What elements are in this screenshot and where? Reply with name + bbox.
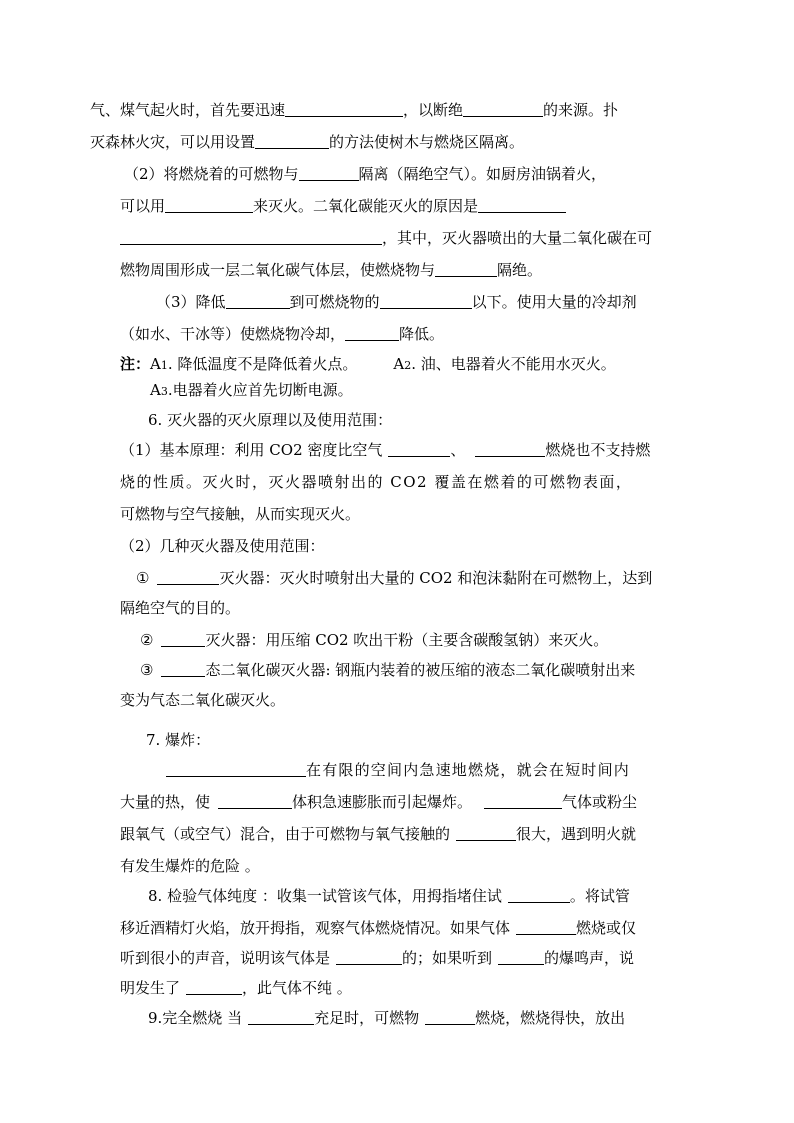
- fill-blank[interactable]: [498, 949, 544, 965]
- text-line: [120, 824, 794, 844]
- text-line: [140, 660, 794, 680]
- text-run: ，以断绝: [403, 101, 464, 119]
- note-label: 注：: [120, 355, 151, 373]
- text-run: 以下。使用大量的冷却剂: [471, 293, 637, 311]
- text-line: [120, 536, 794, 556]
- fill-blank[interactable]: [425, 1009, 475, 1025]
- fill-blank[interactable]: [248, 1009, 314, 1025]
- text-run: 在有限的空间内急速地燃烧，就会在短时间内: [306, 761, 631, 779]
- text-run: 态二氧化碳灭火器: 钢瓶内装着的被压缩的液态二氧化碳喷射出来: [205, 661, 636, 679]
- note-line: [120, 354, 794, 376]
- fill-blank[interactable]: [388, 441, 450, 457]
- text-run: 有发生爆炸的危险 。: [120, 857, 260, 875]
- text-line: [120, 978, 794, 998]
- text-run: 听到很小的声音，说明该气体是: [120, 949, 331, 967]
- text-run: . 降低温度不是降低着火点。: [167, 355, 358, 373]
- fill-blank[interactable]: [478, 197, 566, 213]
- text-run: 隔绝。: [497, 261, 543, 279]
- fill-blank[interactable]: [345, 325, 399, 341]
- section-heading: [148, 886, 794, 906]
- text-run: 来灭火。二氧化碳能灭火的原因是: [253, 197, 479, 215]
- text-line: [120, 440, 794, 460]
- text-run: （2）几种灭火器及使用范围：: [120, 537, 325, 555]
- text-line: [120, 260, 794, 280]
- text-run: 移近酒精灯火焰，放开拇指，观察气体燃烧情况。如果气体: [120, 919, 511, 937]
- text-run: 灭火器：用压缩 CO2 吹出干粉（主要含碳酸氢钠）来灭火。: [205, 631, 609, 649]
- subscript: 2: [404, 359, 412, 372]
- text-run: 隔绝空气的目的。: [120, 599, 241, 617]
- fill-blank[interactable]: [463, 101, 543, 117]
- text-line: [120, 856, 794, 876]
- text-run: . 油、电器着火不能用水灭火。: [411, 355, 616, 373]
- text-run: 9.完全燃烧 当: [148, 1009, 243, 1027]
- fill-blank[interactable]: [255, 133, 329, 149]
- text-run: 的；如果听到: [402, 949, 493, 967]
- text-line: [90, 132, 794, 152]
- text-run: 大量的热，使: [120, 793, 211, 811]
- text-line: [124, 164, 794, 184]
- section-heading: [148, 410, 794, 430]
- text-line: [90, 100, 794, 120]
- text-line: [156, 292, 794, 312]
- text-run: 灭火器：灭火时喷射出大量的 CO2 和泡沫黏附在可燃物上，达到: [219, 569, 653, 587]
- text-run: A: [150, 381, 161, 399]
- fill-blank[interactable]: [165, 197, 253, 213]
- subscript: 1: [160, 359, 168, 372]
- section-heading: [148, 1008, 794, 1028]
- text-run: 降低。: [399, 325, 445, 343]
- fill-blank[interactable]: [484, 793, 562, 809]
- text-run: 灭森林火灾，可以用设置: [90, 133, 256, 151]
- text-run: 、: [450, 441, 466, 459]
- text-line: [120, 196, 794, 216]
- fill-blank[interactable]: [285, 101, 403, 117]
- text-run: A: [150, 355, 161, 373]
- text-line: [120, 504, 794, 524]
- text-run: 气体或粉尘: [562, 793, 638, 811]
- text-run: 充足时，可燃物: [314, 1009, 420, 1027]
- text-run: （1）基本原理：利用 CO2 密度比空气: [120, 441, 383, 459]
- text-run: 到可燃烧物的: [289, 293, 380, 311]
- fill-blank[interactable]: [120, 229, 382, 245]
- text-line: [120, 324, 794, 344]
- text-run: 隔离（隔绝空气）。如厨房油锅着火，: [358, 165, 607, 183]
- text-line: [140, 630, 794, 650]
- text-run: 变为气态二氧化碳灭火。: [120, 691, 286, 709]
- text-run: （如水、干冰等）使燃烧物冷却，: [120, 325, 346, 343]
- fill-blank[interactable]: [435, 261, 497, 277]
- text-run: 体积急速膨胀而引起爆炸。: [292, 793, 473, 811]
- text-run: 气、煤气起火时，首先要迅速: [90, 101, 286, 119]
- fill-blank[interactable]: [475, 441, 545, 457]
- text-line: [120, 228, 794, 248]
- fill-blank[interactable]: [166, 761, 306, 777]
- section-heading: [146, 730, 794, 750]
- text-run: 燃烧，燃烧得快，放出: [475, 1009, 626, 1027]
- subscript: 3: [160, 385, 168, 398]
- text-run: 明发生了: [120, 979, 181, 997]
- text-run: ②: [140, 631, 154, 649]
- text-run: 6. 灭火器的灭火原理以及使用范围：: [148, 411, 393, 429]
- fill-blank[interactable]: [226, 293, 290, 309]
- text-run: 8. 检验气体纯度 ：收集一试管该气体，用拇指堵住试: [148, 887, 502, 905]
- text-line: [166, 760, 794, 780]
- text-line: [120, 598, 794, 618]
- text-line: [120, 472, 794, 492]
- fill-blank[interactable]: [456, 825, 516, 841]
- fill-blank[interactable]: [157, 569, 219, 585]
- text-run: 的来源。扑: [543, 101, 619, 119]
- text-run: 可燃物与空气接触，从而实现灭火。: [120, 505, 361, 523]
- text-line: [136, 568, 794, 588]
- text-run: 很大，遇到明火就: [516, 825, 637, 843]
- fill-blank[interactable]: [186, 979, 242, 995]
- text-run: 跟氧气（或空气）混合，由于可燃物与氧气接触的: [120, 825, 451, 843]
- note-line: [150, 380, 794, 402]
- text-run: .电器着火应首先切断电源。: [167, 381, 353, 399]
- text-run: 7. 爆炸：: [146, 731, 211, 749]
- text-line: [120, 792, 794, 812]
- fill-blank[interactable]: [516, 919, 576, 935]
- text-run: 燃烧也不支持燃: [545, 441, 651, 459]
- text-run: ③: [140, 661, 154, 679]
- text-run: 可以用: [120, 197, 166, 215]
- text-run: 燃物周围形成一层二氧化碳气体层，使燃烧物与: [120, 261, 436, 279]
- fill-blank[interactable]: [336, 949, 402, 965]
- text-line: [120, 918, 794, 938]
- text-run: 的爆鸣声，说: [544, 949, 635, 967]
- text-run: 。将试管: [569, 887, 630, 905]
- fill-blank[interactable]: [508, 887, 570, 903]
- fill-blank[interactable]: [380, 293, 472, 309]
- text-line: [120, 948, 794, 968]
- text-run: 燃烧或仅: [576, 919, 637, 937]
- text-run: 的方法使树木与燃烧区隔离。: [329, 133, 525, 151]
- text-run: （2）将燃烧着的可燃物与: [124, 165, 299, 183]
- text-line: [120, 690, 794, 710]
- text-run: ①: [136, 569, 150, 587]
- fill-blank[interactable]: [299, 165, 359, 181]
- text-run: ，此气体不纯 。: [242, 979, 352, 997]
- text-run: ，其中，灭火器喷出的大量二氧化碳在可: [382, 229, 653, 247]
- fill-blank[interactable]: [161, 631, 205, 647]
- fill-blank[interactable]: [218, 793, 292, 809]
- fill-blank[interactable]: [161, 661, 205, 677]
- text-run: （3）降低: [156, 293, 226, 311]
- text-run: 烧的性质。灭火时，灭火器喷射出的 CO2 覆盖在燃着的可燃物表面，: [120, 473, 633, 491]
- text-run: A: [393, 355, 405, 373]
